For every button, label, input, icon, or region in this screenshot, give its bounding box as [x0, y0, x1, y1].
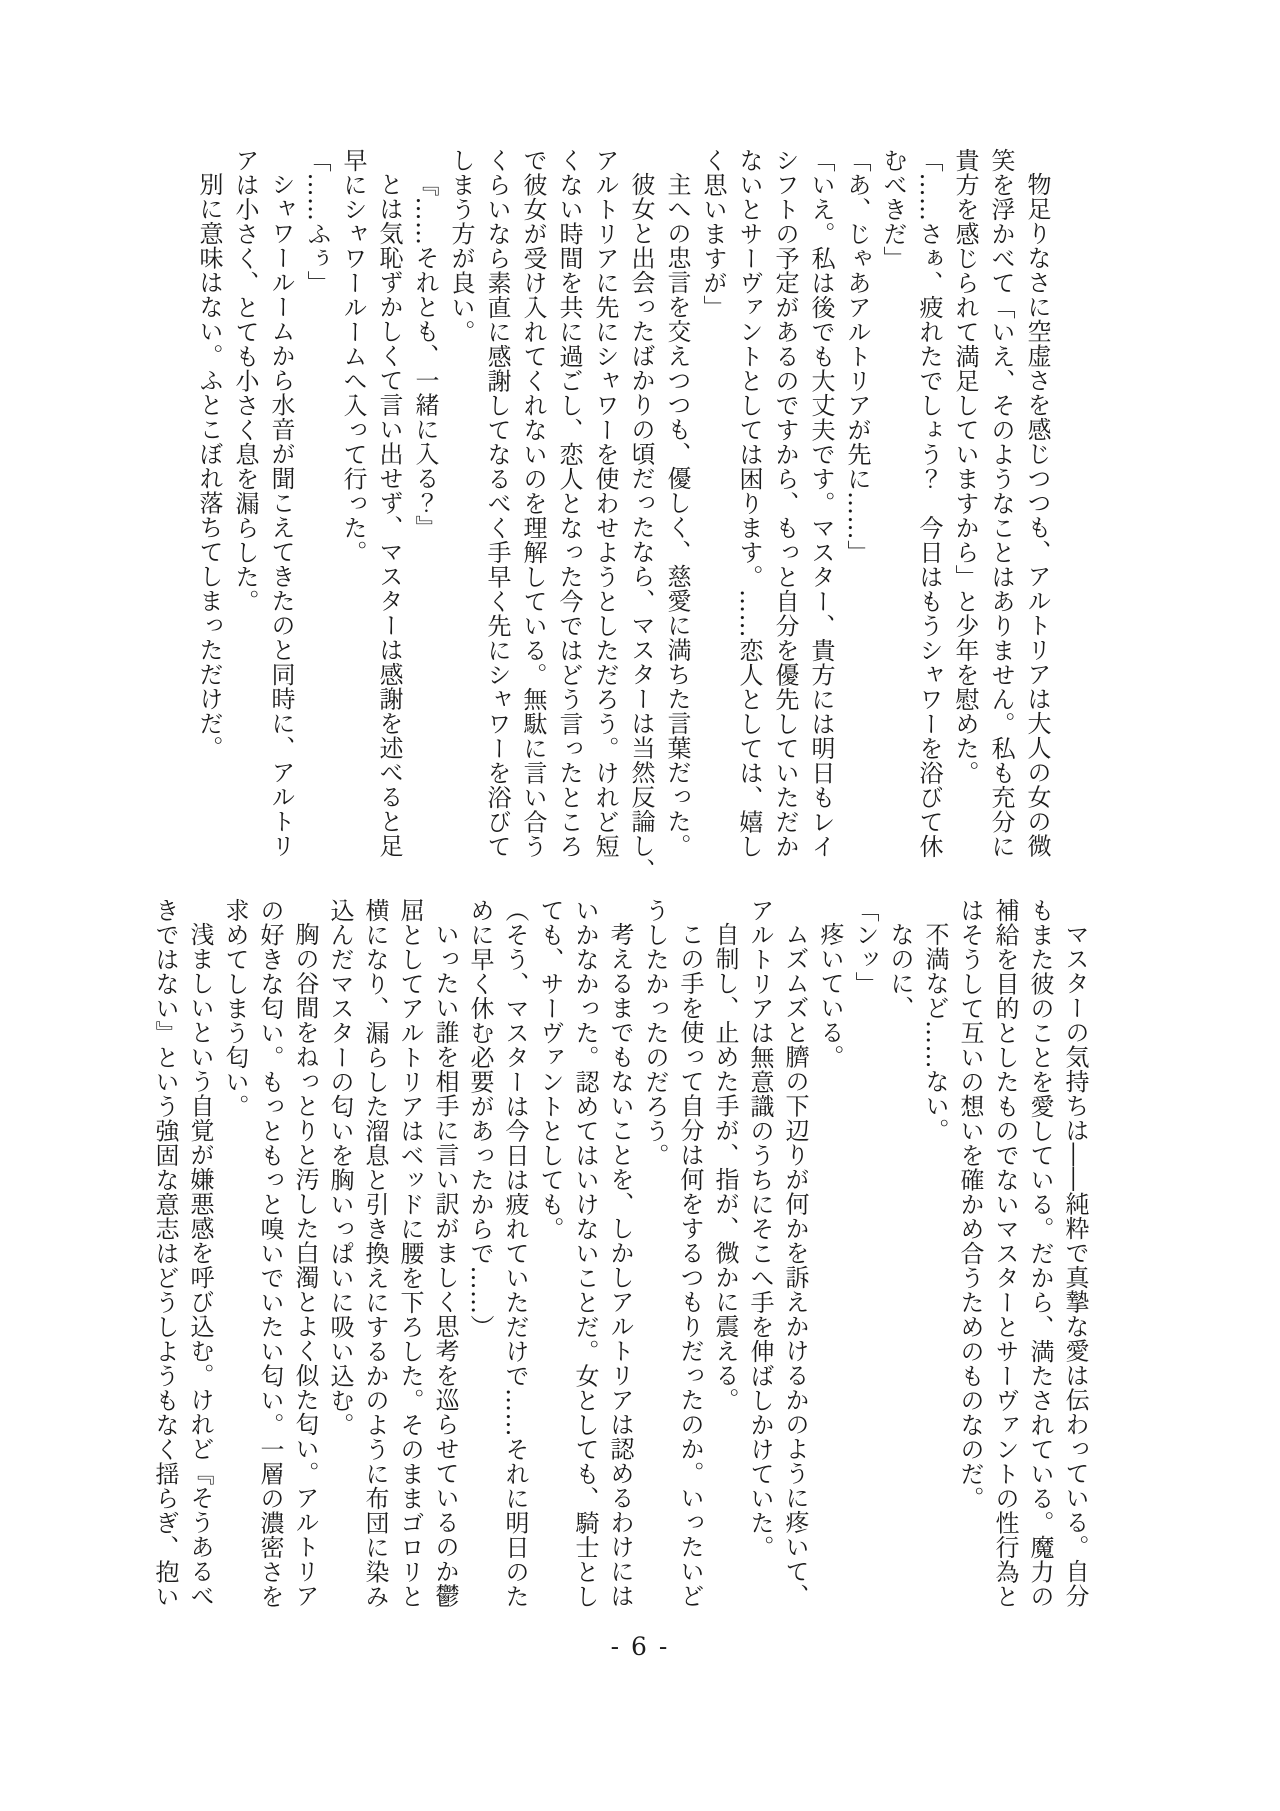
text-line: もまた彼のことを愛している。だから、満たされている。魔力の: [1026, 898, 1054, 1609]
text-line: 主への忠言を交えつつも、優しく、慈愛に満ちた言葉だった。: [663, 172, 691, 858]
text-line: ても、サーヴァントとしても。: [536, 898, 564, 1241]
text-line: 浅ましいという自覚が嫌悪感を呼び込む。けれど『そうあるべ: [186, 922, 214, 1608]
text-line: とは気恥ずかしくて言い出せず、マスターは感謝を述べると足: [375, 172, 403, 858]
text-line: 早にシャワールームへ入って行った。: [339, 148, 367, 565]
text-line: 『……それとも、一緒に入る？』: [411, 172, 439, 540]
text-line: ないとサーヴァントとしては困ります。……恋人としては、嬉し: [735, 148, 763, 859]
text-line: 胸の谷間をねっとりと汚した白濁とよく似た匂い。アルトリア: [291, 922, 319, 1608]
text-line: 「……さぁ、疲れたでしょう？ 今日はもうシャワーを浴びて休: [915, 148, 943, 859]
text-line: シャワールームから水音が聞こえてきたのと同時に、アルトリ: [267, 172, 295, 858]
text-block-top: [191, 148, 1055, 893]
text-line: 笑を浮かべて「いえ、そのようなことはありません。私も充分に: [987, 148, 1015, 859]
text-line: うしたかったのだろう。: [641, 898, 669, 1168]
text-line: シフトの予定があるのですから、もっと自分を優先していただか: [771, 148, 799, 859]
text-line: 「あ、じゃあアルトリアが先に……」: [843, 148, 871, 565]
text-line: 補給を目的としたものでないマスターとサーヴァントの性行為と: [991, 898, 1019, 1609]
text-line: 込んだマスターの匂いを胸いっぱいに吸い込む。: [326, 898, 354, 1437]
text-line: 「ンッ」: [851, 898, 879, 996]
text-line: ムズムズと臍の下辺りが何かを訴えかけるかのように疼いて、: [781, 922, 809, 1608]
text-line: しまう方が良い。: [447, 148, 475, 344]
text-line: めに早く休む必要があったからで……）: [466, 898, 494, 1339]
text-line: 貴方を感じられて満足していますから」と少年を慰めた。: [951, 148, 979, 785]
text-line: いかなかった。認めてはいけないことだ。女としても、騎士とし: [571, 898, 599, 1609]
text-line: 別に意味はない。ふとこぼれ落ちてしまっただけだ。: [195, 172, 223, 760]
text-line: きではない』という強固な意志はどうしようもなく揺らぎ、抱い: [151, 898, 179, 1609]
text-line: マスターの気持ちは――純粋で真摯な愛は伝わっている。自分: [1061, 922, 1089, 1608]
text-line: なのに、: [886, 922, 914, 1020]
text-line: むべきだ」: [879, 148, 907, 271]
text-line: アルトリアに先にシャワーを使わせようとしただろう。けれど短: [591, 148, 619, 859]
text-line: 「……ふぅ」: [303, 148, 331, 295]
text-block-bottom: [147, 898, 1092, 1643]
text-line: くらいなら素直に感謝してなるべく手早く先にシャワーを浴びて: [483, 148, 511, 859]
text-line: 物足りなさに空虚さを感じつつも、アルトリアは大人の女の微: [1023, 172, 1051, 858]
text-line: いったい誰を相手に言い訳がましく思考を巡らせているのか鬱: [431, 922, 459, 1608]
text-line: 不満など……ない。: [921, 922, 949, 1143]
text-line: くない時間を共に過ごし、恋人となった今ではどう言ったところ: [555, 148, 583, 859]
text-line: 疼いている。: [816, 922, 844, 1069]
text-line: （そう、マスターは今日は疲れていただけで……それに明日のた: [501, 898, 529, 1609]
text-line: 屈としてアルトリアはベッドに腰を下ろした。そのままゴロリと: [396, 898, 424, 1609]
text-line: この手を使って自分は何をするつもりだったのか。いったいど: [676, 922, 704, 1608]
text-line: アは小さく、とても小さく息を漏らした。: [231, 148, 259, 614]
text-line: 自制し、止めた手が、指が、微かに震える。: [711, 922, 739, 1412]
text-line: 求めてしまう匂い。: [221, 898, 249, 1119]
text-line: 考えるまでもないことを、しかしアルトリアは認めるわけには: [606, 922, 634, 1608]
text-line: く思いますが」: [699, 148, 727, 320]
text-line: 「いえ。私は後でも大丈夫です。マスター、貴方には明日もレイ: [807, 148, 835, 859]
page-number: - 6 -: [610, 1632, 670, 1661]
text-line: 横になり、漏らした溜息と引き換えにするかのように布団に染み: [361, 898, 389, 1609]
text-line: で彼女が受け入れてくれないのを理解している。無駄に言い合う: [519, 148, 547, 859]
text-line: 彼女と出会ったばかりの頃だったなら、マスターは当然反論し、: [627, 172, 655, 883]
text-line: の好きな匂い。もっともっと嗅いでいたい匂い。一層の濃密さを: [256, 898, 284, 1609]
text-line: はそうして互いの想いを確かめ合うためのものなのだ。: [956, 898, 984, 1511]
text-line: アルトリアは無意識のうちにそこへ手を伸ばしかけていた。: [746, 898, 774, 1560]
